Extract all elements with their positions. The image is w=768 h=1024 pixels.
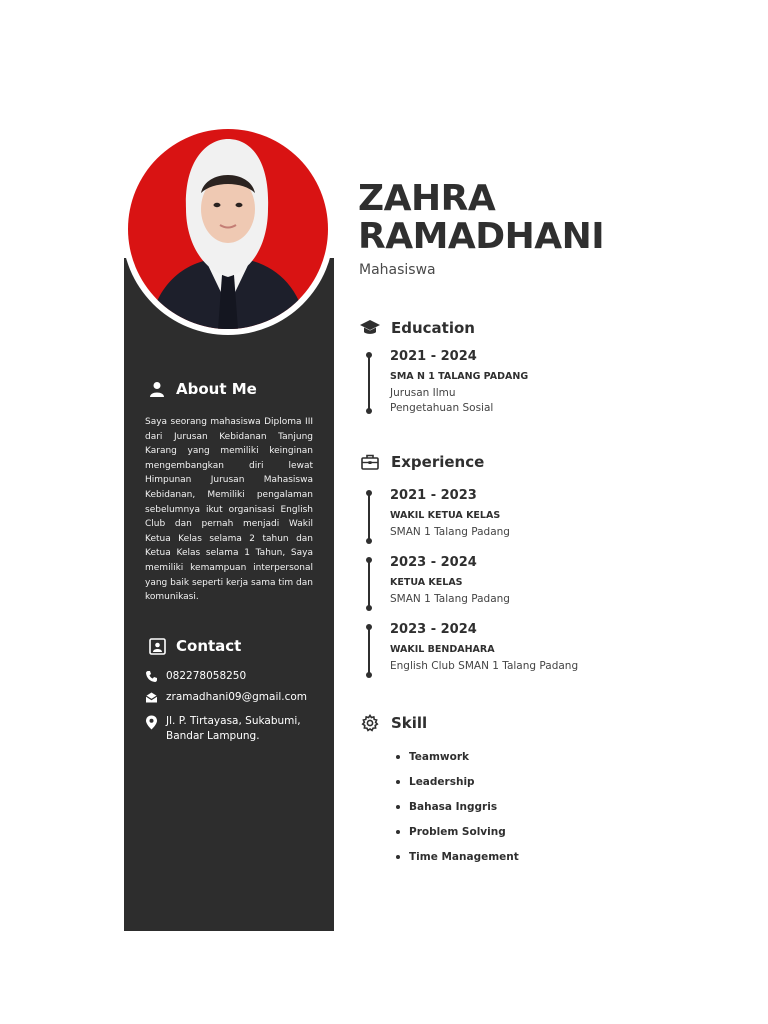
- experience-title: WAKIL KETUA KELAS: [390, 510, 501, 521]
- education-entry: [390, 349, 528, 416]
- list-item: [396, 844, 519, 869]
- skill-heading-label: Skill: [391, 714, 428, 732]
- skill-label: Teamwork: [409, 750, 469, 763]
- contact-card-icon: [148, 637, 166, 655]
- profile-photo: [128, 129, 328, 329]
- location-pin-icon: [145, 715, 158, 728]
- email-icon: [145, 691, 158, 704]
- contact-heading-label: Contact: [176, 637, 242, 655]
- experience-years: 2023 - 2024: [390, 555, 477, 570]
- timeline-dot: [366, 490, 372, 496]
- list-item: [396, 769, 519, 794]
- list-item: [396, 794, 519, 819]
- experience-timeline-2: [368, 559, 370, 609]
- education-school: SMA N 1 TALANG PADANG: [390, 371, 529, 382]
- experience-heading: [359, 451, 484, 473]
- experience-timeline-3: [368, 626, 370, 676]
- experience-years: 2021 - 2023: [390, 488, 477, 503]
- role-title: Mahasiswa: [359, 262, 436, 278]
- education-detail-2: Pengetahuan Sosial: [390, 402, 494, 414]
- email-address[interactable]: zramadhani09@gmail.com: [166, 691, 308, 703]
- skill-label: Problem Solving: [409, 825, 506, 838]
- graduation-cap-icon: [359, 317, 381, 339]
- experience-entry-1: [390, 488, 510, 540]
- phone-icon: [145, 670, 158, 683]
- list-item: [396, 744, 519, 769]
- about-heading: [148, 380, 257, 398]
- timeline-dot: [366, 605, 372, 611]
- education-heading: [359, 317, 475, 339]
- contact-heading: [148, 637, 241, 655]
- bullet: [396, 780, 400, 784]
- timeline-dot: [366, 352, 372, 358]
- experience-place: SMAN 1 Talang Padang: [390, 526, 510, 538]
- full-name: [358, 180, 604, 256]
- experience-place: English Club SMAN 1 Talang Padang: [390, 660, 579, 672]
- name-line-2: RAMADHANI: [358, 216, 605, 257]
- person-icon: [148, 380, 166, 398]
- bullet: [396, 755, 400, 759]
- education-detail-1: Jurusan Ilmu: [390, 387, 456, 399]
- name-line-1: ZAHRA: [358, 178, 496, 219]
- experience-timeline-1: [368, 492, 370, 542]
- education-timeline: [368, 354, 370, 412]
- address-line-2: Bandar Lampung.: [166, 730, 260, 742]
- skill-label: Bahasa Inggris: [409, 800, 498, 813]
- about-text: Saya seorang mahasiswa Diploma III dari Jurusan Kebidanan Tanjung Karang yang memiliki keinginan mengembangkan diri lewat Himpunan Jurusan Mahasiswa Kebidanan, Memiliki pengalaman sebelumnya ikut organisasi English Club dan pernah menjadi Wakil Ketua Kelas selama 2 tahun dan Ketua Kelas selama 1 Tahun, Saya memiliki kemampuan interpersonal yang baik seperti kerja sama tim dan komunikasi.: [145, 417, 313, 603]
- bullet: [396, 805, 400, 809]
- about-heading-label: About Me: [176, 380, 257, 398]
- list-item: [396, 819, 519, 844]
- timeline-dot: [366, 624, 372, 630]
- experience-title: KETUA KELAS: [390, 577, 463, 588]
- timeline-dot: [366, 557, 372, 563]
- skill-heading: [359, 712, 427, 734]
- phone-number[interactable]: 082278058250: [166, 670, 247, 682]
- experience-entry-2: [390, 555, 510, 607]
- experience-entry-3: [390, 622, 578, 674]
- bullet: [396, 855, 400, 859]
- timeline-dot: [366, 672, 372, 678]
- gear-icon: [359, 712, 381, 734]
- skill-list: [396, 744, 519, 869]
- timeline-dot: [366, 538, 372, 544]
- experience-years: 2023 - 2024: [390, 622, 477, 637]
- education-years: 2021 - 2024: [390, 349, 477, 364]
- bullet: [396, 830, 400, 834]
- contact-phone: [145, 669, 246, 684]
- contact-email: [145, 690, 307, 705]
- skill-label: Time Management: [409, 850, 519, 863]
- timeline-dot: [366, 408, 372, 414]
- experience-title: WAKIL BENDAHARA: [390, 644, 495, 655]
- education-heading-label: Education: [391, 319, 475, 337]
- skill-label: Leadership: [409, 775, 475, 788]
- experience-place: SMAN 1 Talang Padang: [390, 593, 510, 605]
- contact-address: [145, 714, 320, 744]
- briefcase-icon: [359, 451, 381, 473]
- address-line-1: Jl. P. Tirtayasa, Sukabumi,: [166, 715, 301, 727]
- experience-heading-label: Experience: [391, 453, 485, 471]
